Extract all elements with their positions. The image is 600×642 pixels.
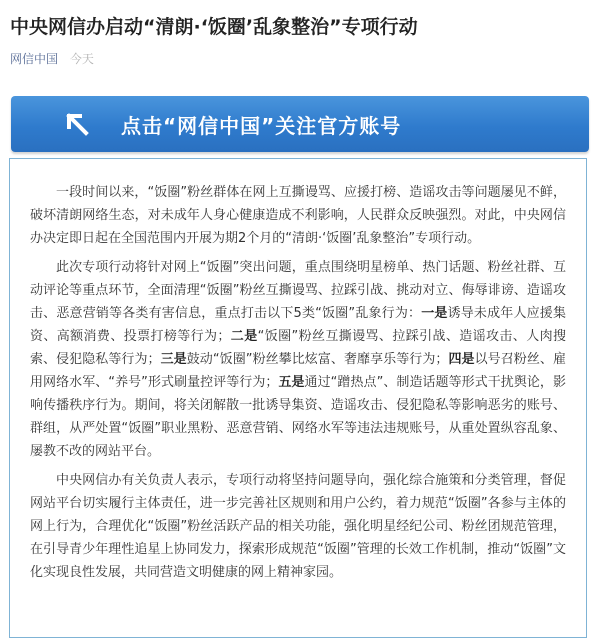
point-2-label: 二是	[230, 329, 258, 344]
article-title: 中央网信办启动“清朗·‘饭圈’乱象整治”专项行动	[10, 16, 418, 38]
paragraph-2	[30, 256, 566, 463]
paragraph-2-text-5: 以号召粉丝、雇用网络水军、“养号”形式刷量控评等行为；	[30, 352, 566, 390]
article-meta	[10, 50, 94, 68]
point-4-label: 四是	[448, 352, 475, 367]
paragraph-2-text-4: 鼓动“饭圈”粉丝攀比炫富、奢靡享乐等行为；	[186, 352, 449, 367]
point-5-label: 五是	[278, 375, 305, 390]
follow-account-banner[interactable]	[11, 96, 589, 152]
banner-text: 点击“网信中国”关注官方账号	[121, 113, 402, 138]
arrow-up-left-icon	[65, 112, 89, 136]
point-1-label: 一是	[421, 306, 448, 321]
paragraph-2-text-1: 此次专项行动将针对网上“饭圈”突出问题，重点围绕明星榜单、热门话题、粉丝社群、互动评论等重点环节，全面清理“饭圈”粉丝互撕谩骂、拉踩引战、挑动对立、侮辱诽谤、造谣攻击、恶意营销等各类有害信息，重点打击以下5类“饭圈”乱象行为：	[30, 260, 566, 321]
account-name-link[interactable]: 网信中国	[10, 52, 59, 66]
publish-date: 今天	[69, 52, 94, 66]
paragraph-1: 一段时间以来，“饭圈”粉丝群体在网上互撕谩骂、应援打榜、造谣攻击等问题屡见不鲜，破坏清朗网络生态，对未成年人身心健康造成不利影响，人民群众反映强烈。对此，中央网信办决定即日起在全国范围内开展为期2个月的“清朗·‘饭圈’乱象整治”专项行动。	[30, 185, 566, 246]
point-3-label: 三是	[160, 352, 187, 367]
paragraph-2-text-2: 诱导未成年人应援集资、高额消费、投票打榜等行为；	[30, 306, 566, 344]
paragraph-2-text-6: 通过“蹭热点”、制造话题等形式干扰舆论，影响传播秩序行为。期间，将关闭解散一批诱导集资、造谣攻击、侵犯隐私等影响恶劣的账号、群组，从严处置“饭圈”职业黑粉、恶意营销、网络水军等违法违规账号，从重处置纵容乱象、屡教不改的网站平台。	[30, 375, 566, 459]
paragraph-3: 中央网信办有关负责人表示，专项行动将坚持问题导向，强化综合施策和分类管理，督促网站平台切实履行主体责任，进一步完善社区规则和用户公约，着力规范“饭圈”各参与主体的网上行为，合理优化“饭圈”粉丝活跃产品的相关功能，强化明星经纪公司、粉丝团规范管理，在引导青少年理性追星上协同发力，探索形成规范“饭圈”管理的长效工作机制，推动“饭圈”文化实现良性发展，共同营造文明健康的网上精神家园。	[30, 473, 566, 580]
paragraph-2-text-3: “饭圈”粉丝互撕谩骂、拉踩引战、造谣攻击、人肉搜索、侵犯隐私等行为；	[30, 329, 566, 367]
article-body	[9, 158, 587, 638]
